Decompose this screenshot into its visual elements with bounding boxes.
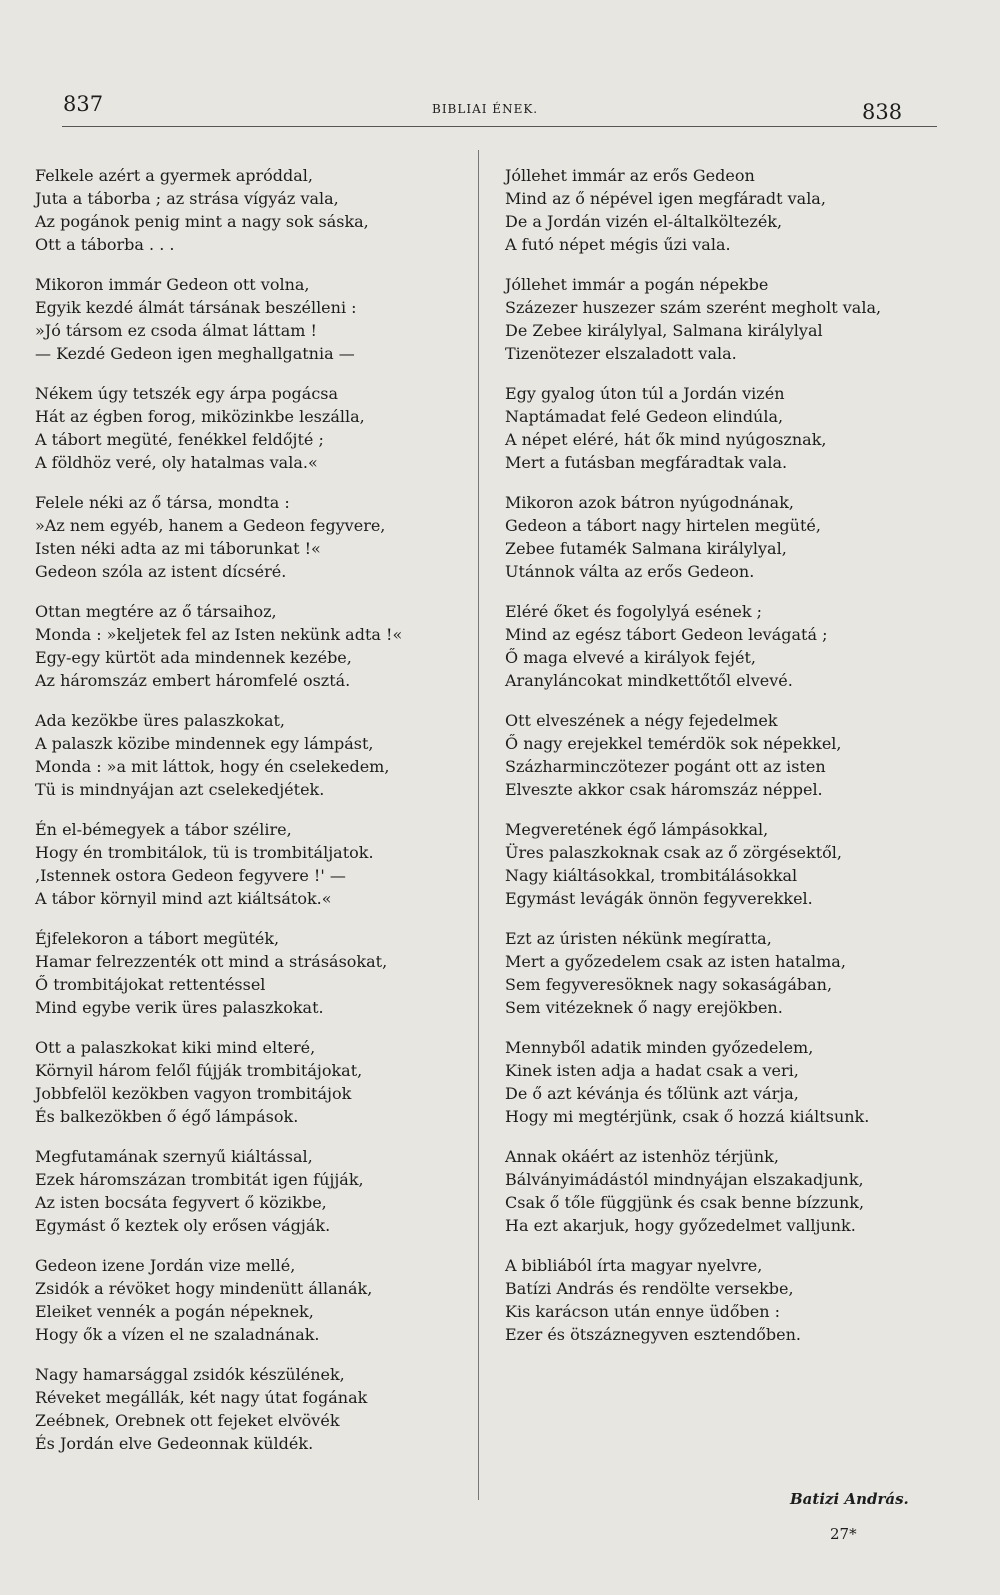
verse-line: Juta a táborba ; az strása vígyáz vala,: [35, 189, 339, 208]
stanza: [505, 491, 925, 583]
verse-line: A tábor környil mind azt kiáltsátok.«: [35, 889, 332, 908]
verse-line: Mikoron azok bátron nyúgodnának,: [505, 493, 794, 512]
stanza: [35, 273, 455, 365]
verse-line: Mert a győzedelem csak az isten hatalma,: [505, 952, 846, 971]
stanza: [35, 491, 455, 583]
verse-line: Ott a palaszkokat kiki mind elteré,: [35, 1038, 316, 1057]
verse-line: ‚Istennek ostora Gedeon fegyvere !' —: [35, 866, 346, 885]
verse-line: Mert a futásban megfáradtak vala.: [505, 453, 788, 472]
verse-line: Jóllehet immár a pogán népekbe: [505, 275, 769, 294]
verse-line: Százezer huszezer szám szerént megholt vala,: [505, 298, 882, 317]
verse-line: Batízi András és rendölte versekbe,: [505, 1279, 794, 1298]
verse-line: Egymást levágák önnön fegyverekkel.: [505, 889, 813, 908]
verse-line: Aranyláncokat mindkettőtől elvevé.: [505, 671, 793, 690]
verse-line: Ottan megtére az ő társaihoz,: [35, 602, 277, 621]
verse-line: Százharminczötezer pogánt ott az isten: [505, 757, 826, 776]
column-divider: [478, 150, 479, 1500]
verse-line: Gedeon szóla az istent dícséré.: [35, 562, 287, 581]
verse-line: Mennyből adatik minden győzedelem,: [505, 1038, 814, 1057]
stanza: [35, 927, 455, 1019]
verse-line: És Jordán elve Gedeonnak küldék.: [35, 1434, 314, 1453]
stanza: [505, 600, 925, 692]
right-column: [505, 164, 925, 1363]
verse-line: Jóllehet immár az erős Gedeon: [505, 166, 755, 185]
verse-line: Mind egybe verik üres palaszkokat.: [35, 998, 324, 1017]
verse-line: Sem vitézeknek ő nagy erejökben.: [505, 998, 783, 1017]
verse-line: Zebee futamék Salmana királylyal,: [505, 539, 787, 558]
verse-line: Hogy én trombitálok, tü is trombitáljatok.: [35, 843, 374, 862]
verse-line: »Jó társom ez csoda álmat láttam !: [35, 321, 317, 340]
verse-line: Én el-bémegyek a tábor szélire,: [35, 820, 292, 839]
verse-line: Az háromszáz embert háromfelé osztá.: [35, 671, 351, 690]
verse-line: Utánnok válta az erős Gedeon.: [505, 562, 755, 581]
verse-line: De a Jordán vizén el-általköltezék,: [505, 212, 783, 231]
signature-mark: 27*: [830, 1525, 857, 1543]
stanza: [505, 927, 925, 1019]
stanza: [35, 1036, 455, 1128]
verse-line: Ezek háromszázan trombitát igen fújják,: [35, 1170, 364, 1189]
verse-line: Réveket megállák, két nagy útat fogának: [35, 1388, 368, 1407]
stanza: [505, 164, 925, 256]
author-name: Batizi András.: [790, 1490, 909, 1508]
verse-line: Ő maga elvevé a királyok fejét,: [505, 648, 756, 667]
running-title: BIBLIAI ÉNEK.: [432, 102, 539, 116]
verse-line: Eleiket vennék a pogán népeknek,: [35, 1302, 314, 1321]
verse-line: Hamar felrezzenték ott mind a strásásokat,: [35, 952, 388, 971]
verse-line: Monda : »a mit láttok, hogy én cselekedem,: [35, 757, 390, 776]
verse-line: Egy-egy kürtöt ada mindennek kezébe,: [35, 648, 352, 667]
verse-line: De Zebee királylyal, Salmana királylyal: [505, 321, 823, 340]
verse-line: A futó népet mégis űzi vala.: [505, 235, 731, 254]
verse-line: Hát az égben forog, miközinkbe leszálla,: [35, 407, 365, 426]
stanza: [35, 709, 455, 801]
verse-line: Naptámadat felé Gedeon elindúla,: [505, 407, 784, 426]
verse-line: Ő nagy erejekkel temérdök sok népekkel,: [505, 734, 842, 753]
verse-line: És balkezökben ő égő lámpások.: [35, 1107, 299, 1126]
verse-line: Felele néki az ő társa, mondta :: [35, 493, 290, 512]
verse-line: Nagy kiáltásokkal, trombitálásokkal: [505, 866, 798, 885]
verse-line: Kis karácson után ennye üdőben :: [505, 1302, 780, 1321]
stanza: [505, 709, 925, 801]
stanza: [35, 1363, 455, 1455]
verse-line: Egymást ő keztek oly erősen vágják.: [35, 1216, 331, 1235]
verse-line: Ezer és ötszáznegyven esztendőben.: [505, 1325, 801, 1344]
verse-line: A bibliából írta magyar nyelvre,: [505, 1256, 763, 1275]
stanza: [35, 164, 455, 256]
stanza: [505, 1145, 925, 1237]
stanza: [505, 382, 925, 474]
verse-line: Üres palaszkoknak csak az ő zörgésektől,: [505, 843, 842, 862]
verse-line: Zeébnek, Orebnek ott fejeket elvövék: [35, 1411, 340, 1430]
verse-line: Mikoron immár Gedeon ott volna,: [35, 275, 310, 294]
verse-line: — Kezdé Gedeon igen meghallgatnia —: [35, 344, 355, 363]
stanza: [505, 818, 925, 910]
verse-line: Mind az egész tábort Gedeon levágatá ;: [505, 625, 828, 644]
verse-line: Az pogánok penig mint a nagy sok sáska,: [35, 212, 369, 231]
verse-line: Mind az ő népével igen megfáradt vala,: [505, 189, 826, 208]
verse-line: Ő trombitájokat rettentéssel: [35, 975, 266, 994]
verse-line: De ő azt kévánja és tőlünk azt várja,: [505, 1084, 799, 1103]
verse-line: Annak okáért az istenhöz térjünk,: [505, 1147, 779, 1166]
verse-line: Ada kezökbe üres palaszkokat,: [35, 711, 286, 730]
stanza: [35, 1145, 455, 1237]
verse-line: Eléré őket és fogolylyá esének ;: [505, 602, 763, 621]
verse-line: Bálványimádástól mindnyájan elszakadjunk,: [505, 1170, 864, 1189]
left-page-number: 837: [63, 92, 104, 116]
verse-line: Monda : »keljetek fel az Isten nekünk adta !«: [35, 625, 403, 644]
verse-line: Elveszte akkor csak háromszáz néppel.: [505, 780, 823, 799]
verse-line: Gedeon a tábort nagy hirtelen megüté,: [505, 516, 821, 535]
verse-line: Megveretének égő lámpásokkal,: [505, 820, 769, 839]
header-rule: [62, 126, 937, 127]
verse-line: Hogy mi megtérjünk, csak ő hozzá kiáltsunk.: [505, 1107, 870, 1126]
verse-line: Az isten bocsáta fegyvert ő közikbe,: [35, 1193, 327, 1212]
verse-line: Egy gyalog úton túl a Jordán vizén: [505, 384, 785, 403]
right-page-number: 838: [862, 100, 903, 124]
verse-line: Megfutamának szernyű kiáltással,: [35, 1147, 313, 1166]
verse-line: »Az nem egyéb, hanem a Gedeon fegyvere,: [35, 516, 386, 535]
verse-line: Zsidók a révöket hogy mindenütt állanák,: [35, 1279, 373, 1298]
stanza: [505, 1036, 925, 1128]
verse-line: Ha ezt akarjuk, hogy győzedelmet valljunk.: [505, 1216, 856, 1235]
verse-line: Isten néki adta az mi táborunkat !«: [35, 539, 321, 558]
stanza: [35, 600, 455, 692]
stanza: [505, 273, 925, 365]
verse-line: Nagy hamarsággal zsidók készülének,: [35, 1365, 345, 1384]
verse-line: Ezt az úristen nékünk megíratta,: [505, 929, 772, 948]
verse-line: Gedeon izene Jordán vize mellé,: [35, 1256, 296, 1275]
verse-line: Csak ő tőle függjünk és csak benne bízzunk,: [505, 1193, 865, 1212]
verse-line: Tizenötezer elszaladott vala.: [505, 344, 737, 363]
verse-line: A tábort megüté, fenékkel feldőjté ;: [35, 430, 324, 449]
verse-line: Ott a táborba . . .: [35, 235, 175, 254]
verse-line: Kinek isten adja a hadat csak a veri,: [505, 1061, 799, 1080]
verse-line: Nékem úgy tetszék egy árpa pogácsa: [35, 384, 339, 403]
verse-line: Éjfelekoron a tábort megüték,: [35, 929, 280, 948]
verse-line: A földhöz veré, oly hatalmas vala.«: [35, 453, 318, 472]
verse-line: Jobbfelöl kezökben vagyon trombitájok: [35, 1084, 352, 1103]
verse-line: Tü is mindnyájan azt cselekedjétek.: [35, 780, 325, 799]
stanza: [505, 1254, 925, 1346]
stanza: [35, 1254, 455, 1346]
verse-line: Egyik kezdé álmát társának beszélleni :: [35, 298, 357, 317]
verse-line: Környil három felől fújják trombitájokat,: [35, 1061, 363, 1080]
stanza: [35, 382, 455, 474]
verse-line: Hogy ők a vízen el ne szaladnának.: [35, 1325, 320, 1344]
verse-line: Sem fegyveresöknek nagy sokaságában,: [505, 975, 833, 994]
verse-line: A népet eléré, hát ők mind nyúgosznak,: [505, 430, 827, 449]
verse-line: A palaszk közibe mindennek egy lámpást,: [35, 734, 374, 753]
verse-line: Felkele azért a gyermek apróddal,: [35, 166, 313, 185]
stanza: [35, 818, 455, 910]
verse-line: Ott elveszének a négy fejedelmek: [505, 711, 778, 730]
left-column: [35, 164, 455, 1472]
